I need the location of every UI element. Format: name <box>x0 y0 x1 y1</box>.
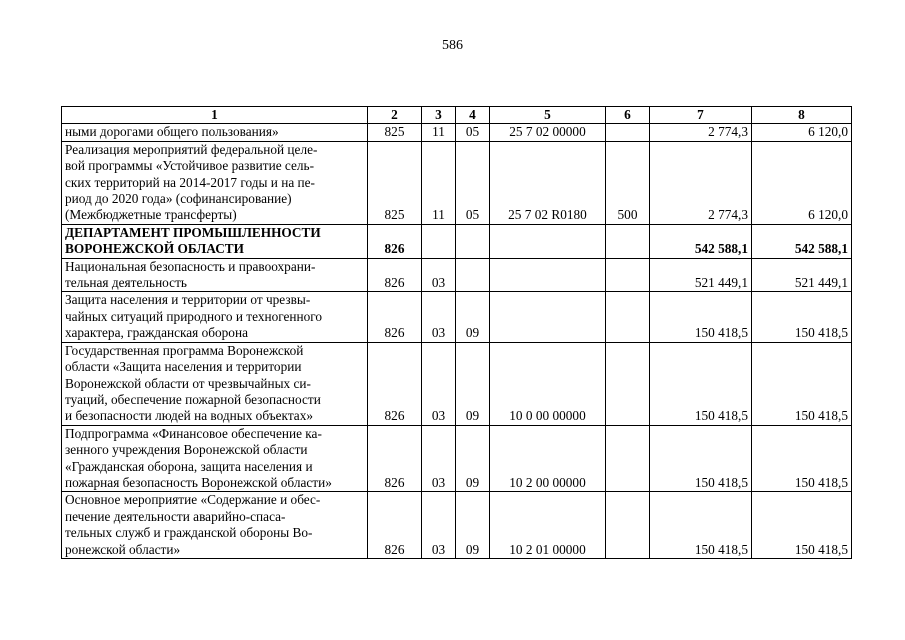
row-section-code: 11 <box>422 141 456 224</box>
row-amount-2020: 521 449,1 <box>752 258 852 292</box>
table-row <box>62 258 852 292</box>
row-ministry-code: 825 <box>368 141 422 224</box>
row-amount-2019: 542 588,1 <box>650 224 752 258</box>
header-cell: 2 <box>368 107 422 124</box>
row-description-text: ными дорогами общего пользования» <box>65 124 279 140</box>
row-expense-type <box>606 258 650 292</box>
row-amount-2020: 150 418,5 <box>752 292 852 342</box>
row-target-article: 25 7 02 R0180 <box>490 141 606 224</box>
row-expense-type: 500 <box>606 141 650 224</box>
row-description-text: Защита населения и территории от чрезвы- чайных ситуаций природного и техногенного характера, гражданская оборона <box>65 292 323 341</box>
row-expense-type <box>606 342 650 425</box>
row-section-code <box>422 224 456 258</box>
row-ministry-code: 826 <box>368 492 422 559</box>
row-subsection-code: 09 <box>456 425 490 492</box>
row-ministry-code: 826 <box>368 224 422 258</box>
row-section-code: 11 <box>422 124 456 141</box>
row-amount-2019: 2 774,3 <box>650 124 752 141</box>
table-row <box>62 224 852 258</box>
row-target-article: 25 7 02 00000 <box>490 124 606 141</box>
row-amount-2019: 150 418,5 <box>650 492 752 559</box>
row-subsection-code: 05 <box>456 124 490 141</box>
row-description-text: Государственная программа Воронежской области «Защита населения и территории Воронежской области от чрезвычайных си- туаций, обеспечение пожарной безопасности и безопасности людей на водных объектах» <box>65 342 321 424</box>
row-expense-type <box>606 292 650 342</box>
table-row <box>62 141 852 224</box>
row-ministry-code: 826 <box>368 425 422 492</box>
row-amount-2019: 2 774,3 <box>650 141 752 224</box>
header-cell: 7 <box>650 107 752 124</box>
row-subsection-code: 05 <box>456 141 490 224</box>
row-ministry-code: 826 <box>368 258 422 292</box>
row-target-article <box>490 292 606 342</box>
row-amount-2019: 150 418,5 <box>650 425 752 492</box>
table-body <box>62 107 852 559</box>
row-ministry-code: 826 <box>368 342 422 425</box>
row-amount-2020: 6 120,0 <box>752 124 852 141</box>
table-row <box>62 292 852 342</box>
table-row <box>62 492 852 559</box>
row-target-article <box>490 258 606 292</box>
row-description-text: Основное мероприятие «Содержание и обес- печение деятельности аварийно-спаса- тельных служб и гражданской обороны Во- ронежской области» <box>65 492 321 557</box>
row-amount-2019: 521 449,1 <box>650 258 752 292</box>
row-expense-type <box>606 492 650 559</box>
table-row <box>62 425 852 492</box>
header-cell: 3 <box>422 107 456 124</box>
row-description-text: Национальная безопасность и правоохрани- тельная деятельность <box>65 258 316 291</box>
row-subsection-code: 09 <box>456 492 490 559</box>
row-section-code: 03 <box>422 342 456 425</box>
header-cell: 4 <box>456 107 490 124</box>
row-section-code: 03 <box>422 258 456 292</box>
header-cell: 6 <box>606 107 650 124</box>
row-section-code: 03 <box>422 292 456 342</box>
row-amount-2019: 150 418,5 <box>650 292 752 342</box>
row-amount-2020: 150 418,5 <box>752 342 852 425</box>
row-expense-type <box>606 124 650 141</box>
table-row <box>62 342 852 425</box>
budget-table <box>61 106 852 559</box>
row-subsection-code: 09 <box>456 342 490 425</box>
row-description-text: Реализация мероприятий федеральной целе- вой программы «Устойчивое развитие сель- ских территорий на 2014-2017 годы и на пе- риод до 2020 года» (софинансирование) (Межбюджетные трансферты) <box>65 141 318 223</box>
row-description <box>62 258 368 292</box>
row-description <box>62 141 368 224</box>
row-description <box>62 492 368 559</box>
row-description <box>62 224 368 258</box>
header-cell: 1 <box>62 107 368 124</box>
row-amount-2020: 150 418,5 <box>752 425 852 492</box>
row-section-code: 03 <box>422 425 456 492</box>
row-description <box>62 342 368 425</box>
row-amount-2019: 150 418,5 <box>650 342 752 425</box>
row-description <box>62 292 368 342</box>
row-target-article: 10 2 00 00000 <box>490 425 606 492</box>
row-target-article: 10 0 00 00000 <box>490 342 606 425</box>
row-description <box>62 124 368 141</box>
row-ministry-code: 826 <box>368 292 422 342</box>
row-subsection-code <box>456 224 490 258</box>
row-expense-type <box>606 425 650 492</box>
table-row <box>62 124 852 141</box>
row-description-text: ДЕПАРТАМЕНТ ПРОМЫШЛЕННОСТИ ВОРОНЕЖСКОЙ ОБЛАСТИ <box>65 224 321 257</box>
row-description <box>62 425 368 492</box>
row-amount-2020: 150 418,5 <box>752 492 852 559</box>
row-target-article <box>490 224 606 258</box>
row-subsection-code <box>456 258 490 292</box>
row-amount-2020: 6 120,0 <box>752 141 852 224</box>
row-amount-2020: 542 588,1 <box>752 224 852 258</box>
header-cell: 5 <box>490 107 606 124</box>
row-subsection-code: 09 <box>456 292 490 342</box>
page-number: 586 <box>442 38 463 53</box>
row-expense-type <box>606 224 650 258</box>
header-cell: 8 <box>752 107 852 124</box>
row-ministry-code: 825 <box>368 124 422 141</box>
row-section-code: 03 <box>422 492 456 559</box>
row-target-article: 10 2 01 00000 <box>490 492 606 559</box>
table-header-row <box>62 107 852 124</box>
row-description-text: Подпрограмма «Финансовое обеспечение ка- зенного учреждения Воронежской области «Гражданская оборона, защита населения и пожарная безопасность Воронежской области» <box>65 425 332 490</box>
